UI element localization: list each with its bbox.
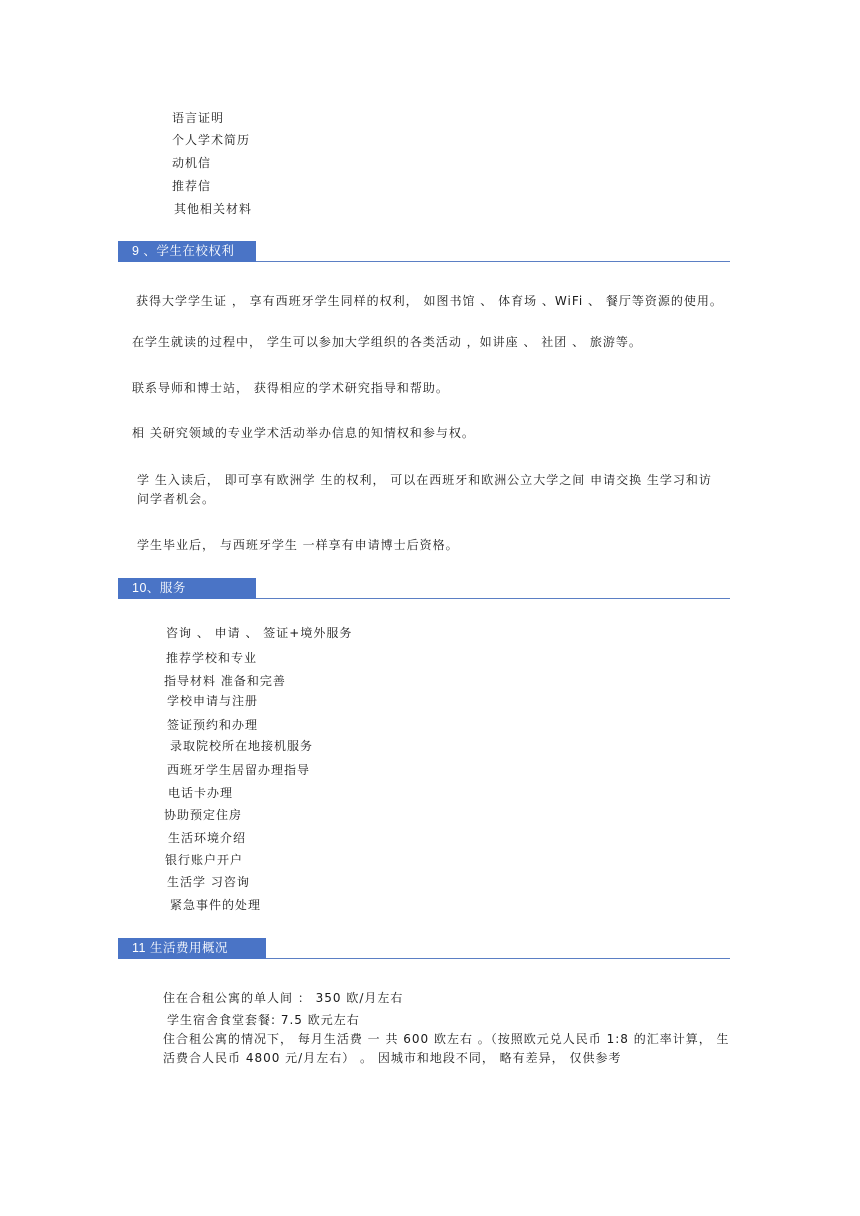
section-heading-11 [118,938,730,959]
list-item: 签证预约和办理 [167,718,259,732]
section-title: 9 、学生在校权利 [118,241,256,262]
paragraph: 获得大学学生证 ， 享有西班牙学生同样的权利， 如图书馆 、 体育场 、WiFi 、 餐厅等资源的使用。 [136,294,723,308]
list-item: 推荐学校和专业 [166,651,258,665]
list-item: 咨询 、 申请 、 签证+境外服务 [166,626,353,640]
section-heading-9 [118,241,730,262]
list-item: 电话卡办理 [168,786,234,800]
list-item: 银行账户开户 [165,853,244,867]
paragraph: 学 生入读后， 即可享有欧洲学 生的权利， 可以在西班牙和欧洲公立大学之间 申请交换 生学习和访问学者机会。 [137,473,712,506]
section-title: 11 生活费用概况 [118,938,266,959]
list-item: 学校申请与注册 [167,694,259,708]
list-item: 生活学 习咨询 [167,875,250,889]
section-title: 10、服务 [118,578,256,599]
list-item: 语言证明 [172,111,225,125]
cost-line: 住在合租公寓的单人间 ： 350 欧/月左右 [163,991,404,1005]
list-item: 生活环境介绍 [168,831,247,845]
list-item: 录取院校所在地接机服务 [170,739,314,753]
paragraph: 相 关研究领域的专业学术活动举办信息的知情权和参与权。 [132,426,475,440]
cost-line: 学生宿舍食堂套餐: 7.5 欧元左右 [167,1013,360,1027]
paragraph: 在学生就读的过程中， 学生可以参加大学组织的各类活动 ，如讲座 、 社团 、 旅游等。 [132,335,642,349]
list-item: 个人学术简历 [172,133,251,147]
list-item: 协助预定住房 [164,808,243,822]
list-item: 指导材料 准备和完善 [164,674,286,688]
list-item: 紧急事件的处理 [170,898,262,912]
list-item: 推荐信 [172,179,212,193]
list-item: 其他相关材料 [174,202,253,216]
section-heading-10 [118,578,730,599]
list-item: 动机信 [172,156,212,170]
cost-line: 住合租公寓的情况下， 每月生活费 一 共 600 欧左右 。（按照欧元兑人民币 1:8 的汇率计算， 生活费合人民币 4800 元/月左右） 。 因城市和地段不同， 略有差异， 仅供参考 [163,1032,730,1065]
paragraph: 联系导师和博士站， 获得相应的学术研究指导和帮助。 [132,381,449,395]
list-item: 西班牙学生居留办理指导 [167,763,311,777]
paragraph: 学生毕业后， 与西班牙学生 一样享有申请博士后资格。 [137,538,459,552]
